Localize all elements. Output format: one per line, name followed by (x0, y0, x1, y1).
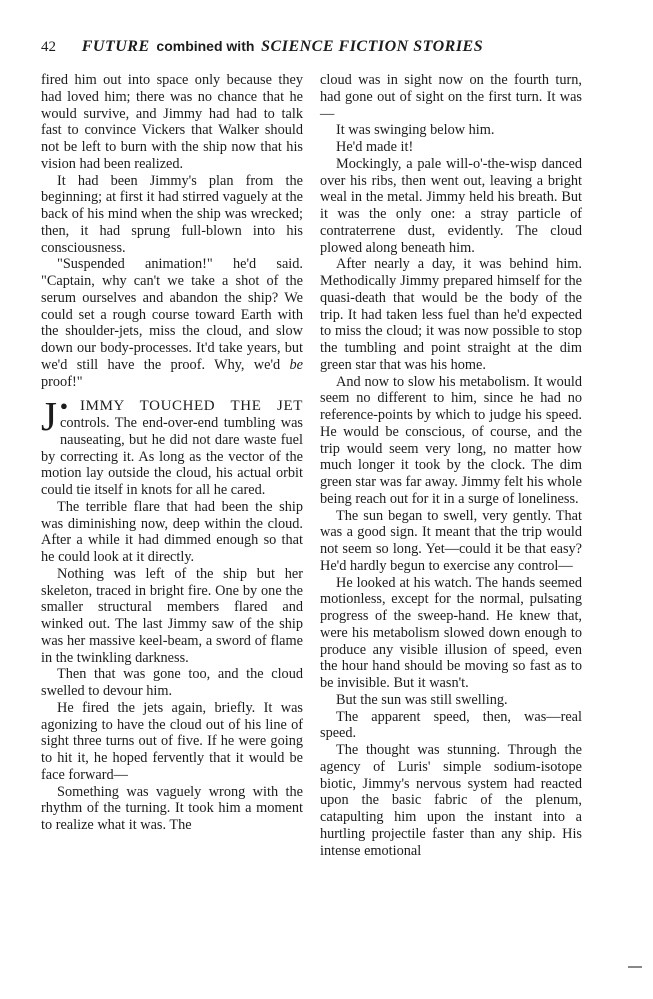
paragraph: fired him out into space only because they had loved him; there was no chance that he would survive, and Jimmy had had to talk fast to convince Vickers that Walker should not be left to burn with the ship now that his vision had been realized. (41, 72, 303, 172)
paragraph: Nothing was left of the ship but her skeleton, traced in bright fire. One by one the smaller structural members flared and winked out. The last Jimmy saw of the ship was her massive keel-beam, a sword of flame in the twinkling darkness. (41, 565, 303, 666)
section-lead-caps: IMMY TOUCHED THE JET (80, 398, 303, 415)
combined-with-label: combined with (156, 38, 255, 54)
scan-edge-mark (628, 966, 642, 968)
paragraph: After nearly a day, it was behind him. Methodically Jimmy prepared himself for the quasi-death that would be the body of the trip. It had taken less fuel than he'd expected to miss the cloud; it was now possible to stop the tumbling and point straight at the dim green star that was his home. (320, 256, 582, 373)
paragraph: And now to slow his metabolism. It would seem no different to him, since he had no reference-points by which to judge his speed. He would be conscious, of course, and the trip would seem very long, no matter how much longer it took by the clock. The dim green star was far away. Jimmy felt his whole being reach out for it in a surge of loneliness. (320, 373, 582, 507)
second-magazine-title: SCIENCE FICTION STORIES (261, 38, 484, 55)
paragraph: The apparent speed, then, was—real speed. (320, 708, 582, 742)
drop-cap: J (41, 393, 57, 440)
paragraph: Then that was gone too, and the cloud swelled to devour him. (41, 666, 303, 699)
paragraph: It was swinging below him. (336, 122, 495, 139)
paragraph: He fired the jets again, briefly. It was agonizing to have the cloud out of his line of sight three turns out of five. If he were going to hit it, he hoped fervently that it would be face forward— (41, 699, 303, 783)
paragraph: The thought was stunning. Through the agency of Luris' simple sodium-isotope biotic, Jimmy's nervous system had reacted upon the basic fabric of the plenum, catapulting him upon the instant into a hurtling projectile faster than any ship. His intense emotional (320, 742, 582, 859)
paragraph: He'd made it! (336, 139, 414, 155)
running-header (41, 38, 601, 62)
section-opening (41, 393, 303, 499)
paragraph: cloud was in sight now on the fourth turn, had gone out of sight on the first turn. It was— (320, 72, 582, 122)
paragraph: The terrible flare that had been the ship was diminishing now, deep within the cloud. After a while it had dimmed enough so that he could look at it directly. (41, 498, 303, 565)
right-column (320, 72, 582, 859)
paragraph: "Suspended animation!" he'd said. "Captain, why can't we take a shot of the serum ourselves and abandon the ship? We could set a rough course toward Earth with the shoulder-jets, miss the cloud, and slow down our body-processes. It'd take years, but we'd still have the proof. Why, we'd be proof!" (41, 256, 303, 390)
section-bullet-icon: ● (59, 398, 80, 414)
paragraph: But the sun was still swelling. (336, 691, 508, 708)
paragraph: It had been Jimmy's plan from the beginning; at first it had stirred vaguely at the back of his mind when the ship was wrecked; then, it had sprung full-blown into his consciousness. (41, 172, 303, 256)
page-number: 42 (41, 39, 56, 55)
left-column (41, 72, 303, 834)
section-paragraph: ● J IMMY TOUCHED THE JET controls. The end-over-end tumbling was nauseating, but he did not dare waste fuel by correcting it. As long as the vector of the motion lay outside the cloud, his actual orbit could tie itself in knots for all he cared. (41, 393, 303, 498)
paragraph: Mockingly, a pale will-o'-the-wisp danced over his ribs, then went out, leaving a bright weal in the metal. Jimmy held his breath. But it was the only one: a stray particle of contraterrene dust, evidently. The cloud plowed along beneath him. (320, 155, 582, 256)
paragraph: He looked at his watch. The hands seemed motionless, except for the normal, pulsating progress of the sweep-hand. He knew that, were his metabolism slowed down enough to produce any visible illusion of speed, even the hour hand should be moving so fast as to be invisible. But it wasn't. (320, 574, 582, 691)
paragraph: The sun began to swell, very gently. That was a good sign. It meant that the trip would not seem so long. Yet—could it be that easy? He'd hardly begun to exercise any control— (320, 507, 582, 574)
paragraph: Something was vaguely wrong with the rhythm of the turning. It took him a moment to realize what it was. The (41, 783, 303, 833)
magazine-title: FUTURE (81, 38, 150, 55)
